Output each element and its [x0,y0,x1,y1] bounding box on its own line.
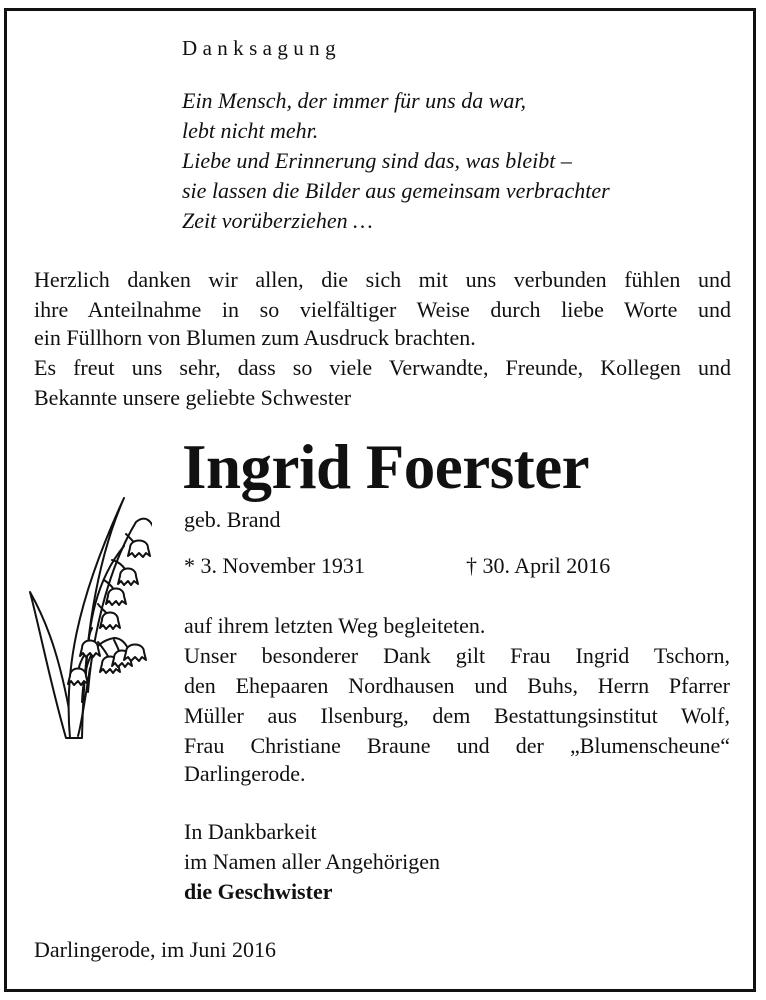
signature: die Geschwister [184,879,333,904]
deceased-name: Ingrid Foerster [182,432,590,502]
place-date: Darlingerode, im Juni 2016 [34,937,276,962]
notice-heading: Danksagung [182,36,341,60]
birth-date: * 3. November 1931 [184,553,365,578]
thanks-paragraph-line: Herzlich danken wir allen, die sich mit uns verbunden fühlen und [34,267,731,292]
poem-line: sie lassen die Bilder aus gemeinsam verbrachter [182,178,610,203]
thanks-line: Müller aus Ilsenburg, dem Bestattungsinstitut Wolf, [184,703,730,728]
closing-line: In Dankbarkeit [184,819,317,844]
thanks-paragraph-line: Bekannte unsere geliebte Schwester [34,385,352,410]
lily-of-the-valley-icon [26,492,152,740]
thanks-paragraph-line: ihre Anteilnahme in so vielfältiger Weise durch liebe Worte und [34,297,731,322]
poem-line: Liebe und Erinnerung sind das, was bleibt – [182,148,572,173]
birth-name: geb. Brand [184,507,281,532]
thanks-paragraph-line: ein Füllhorn von Blumen zum Ausdruck brachten. [34,325,476,350]
thanks-line: den Ehepaaren Nordhausen und Buhs, Herrn Pfarrer [184,673,730,698]
thanks-paragraph-line: Es freut uns sehr, dass so viele Verwandte, Freunde, Kollegen und [34,355,731,380]
death-date: † 30. April 2016 [466,553,611,578]
thanks-line: Unser besonderer Dank gilt Frau Ingrid Tschorn, [184,643,730,668]
closing-line: im Namen aller Angehörigen [184,849,440,874]
thanks-line: Darlingerode. [184,761,306,786]
thanks-line: Frau Christiane Braune und der „Blumenscheune“ [184,733,730,758]
thanks-line: auf ihrem letzten Weg begleiteten. [184,613,486,638]
poem-line: Zeit vorüberziehen … [182,208,373,233]
poem-line: Ein Mensch, der immer für uns da war, [182,88,527,113]
poem-line: lebt nicht mehr. [182,118,319,143]
